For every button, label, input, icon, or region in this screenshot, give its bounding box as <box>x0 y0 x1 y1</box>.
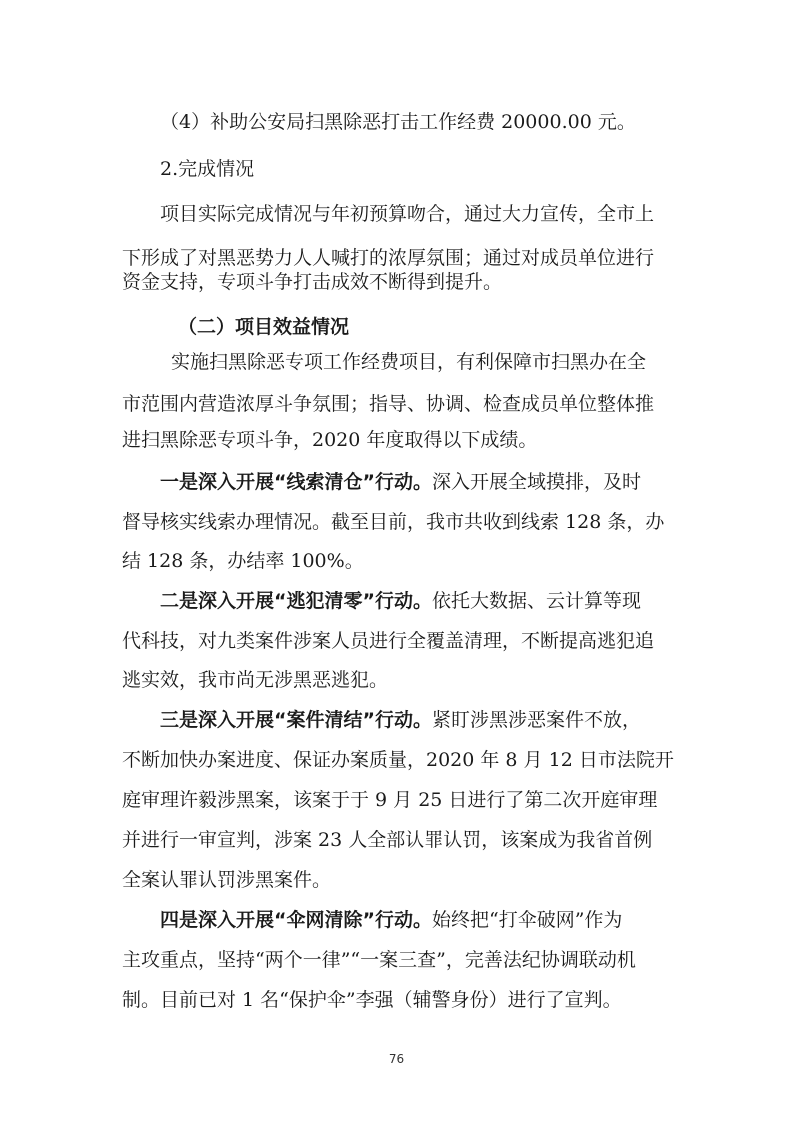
bold-lead: 三是深入开展“案件清结”行动。 <box>160 709 432 731</box>
section-subtitle <box>160 155 254 183</box>
paragraph-line <box>122 986 622 1014</box>
paragraph-line <box>122 786 657 814</box>
line-text: 始终把“打伞破网”作为 <box>431 909 623 931</box>
line-text: 全案认罪认罚涉黑案件。 <box>122 869 332 891</box>
paragraph-line <box>122 426 537 454</box>
line-text: 庭审理许毅涉黑案，该案于于 9 月 25 日进行了第二次开庭审理 <box>122 789 658 811</box>
line-text: 下形成了对黑恶势力人人喊打的浓厚氛围；通过对成员单位进行 <box>122 247 655 269</box>
line-text: 主攻重点，坚持“两个一律”“一案三查”，完善法纪协调联动机 <box>122 949 636 971</box>
bold-lead: 二是深入开展“逃犯清零”行动。 <box>160 590 432 612</box>
paragraph-line <box>160 468 641 496</box>
line-text: 实施扫黑除恶专项工作经费项目，有利保障市扫黑办在全 <box>171 351 647 373</box>
bold-lead: 一是深入开展“线索清仓”行动。 <box>160 471 432 493</box>
line-text: 项目实际完成情况与年初预算吻合，通过大力宣传，全市上 <box>160 203 655 225</box>
line-text: 并进行一审宣判，涉案 23 人全部认罪认罚，该案成为我省首例 <box>122 829 653 851</box>
paragraph-line <box>122 508 664 536</box>
bold-lead: 四是深入开展“伞网清除”行动。 <box>160 909 432 931</box>
line-text: 2.完成情况 <box>160 158 255 180</box>
paragraph-line <box>160 200 654 228</box>
page-number: 76 <box>388 1052 405 1066</box>
line-text: 督导核实线索办理情况。截至目前，我市共收到线索 128 条，办 <box>122 511 665 533</box>
line-text: 深入开展全域摸排，及时 <box>431 471 641 493</box>
paragraph-line <box>122 666 388 694</box>
line-text: 不断加快办案进度、保证办案质量，2020 年 8 月 12 日市法院开 <box>122 749 674 771</box>
paragraph-line <box>122 547 364 575</box>
paragraph-line <box>122 268 502 296</box>
line-text: 进扫黑除恶专项斗争，2020 年度取得以下成绩。 <box>122 429 538 451</box>
line-text: 紧盯涉黑涉恶案件不放， <box>431 709 641 731</box>
paragraph-line <box>160 108 636 136</box>
line-text: （4）补助公安局扫黑除恶打击工作经费 20000.00 元。 <box>160 111 636 133</box>
paragraph-line <box>122 826 652 854</box>
paragraph-line <box>160 906 622 934</box>
line-text: 结 128 条，办结率 100%。 <box>122 550 364 572</box>
section-heading: （二）项目效益情况 <box>178 316 350 338</box>
line-text: 逃实效，我市尚无涉黑恶逃犯。 <box>122 669 389 691</box>
line-text: 制。目前已对 1 名“保护伞”李强（辅警身份）进行了宣判。 <box>122 989 622 1011</box>
paragraph-line <box>122 866 331 894</box>
paragraph-line <box>122 946 636 974</box>
paragraph-line <box>122 746 674 774</box>
paragraph-line <box>160 587 641 615</box>
line-text: 市范围内营造浓厚斗争氛围；指导、协调、检查成员单位整体推 <box>122 393 655 415</box>
line-text: 资金支持，专项斗争打击成效不断得到提升。 <box>122 271 503 293</box>
line-text: 依托大数据、云计算等现 <box>431 590 641 612</box>
paragraph-line <box>122 390 654 418</box>
paragraph-line <box>171 348 646 376</box>
paragraph-line <box>122 627 654 655</box>
paragraph-line <box>160 706 641 734</box>
line-text: 代科技，对九类案件涉案人员进行全覆盖清理，不断提高逃犯追 <box>122 630 655 652</box>
